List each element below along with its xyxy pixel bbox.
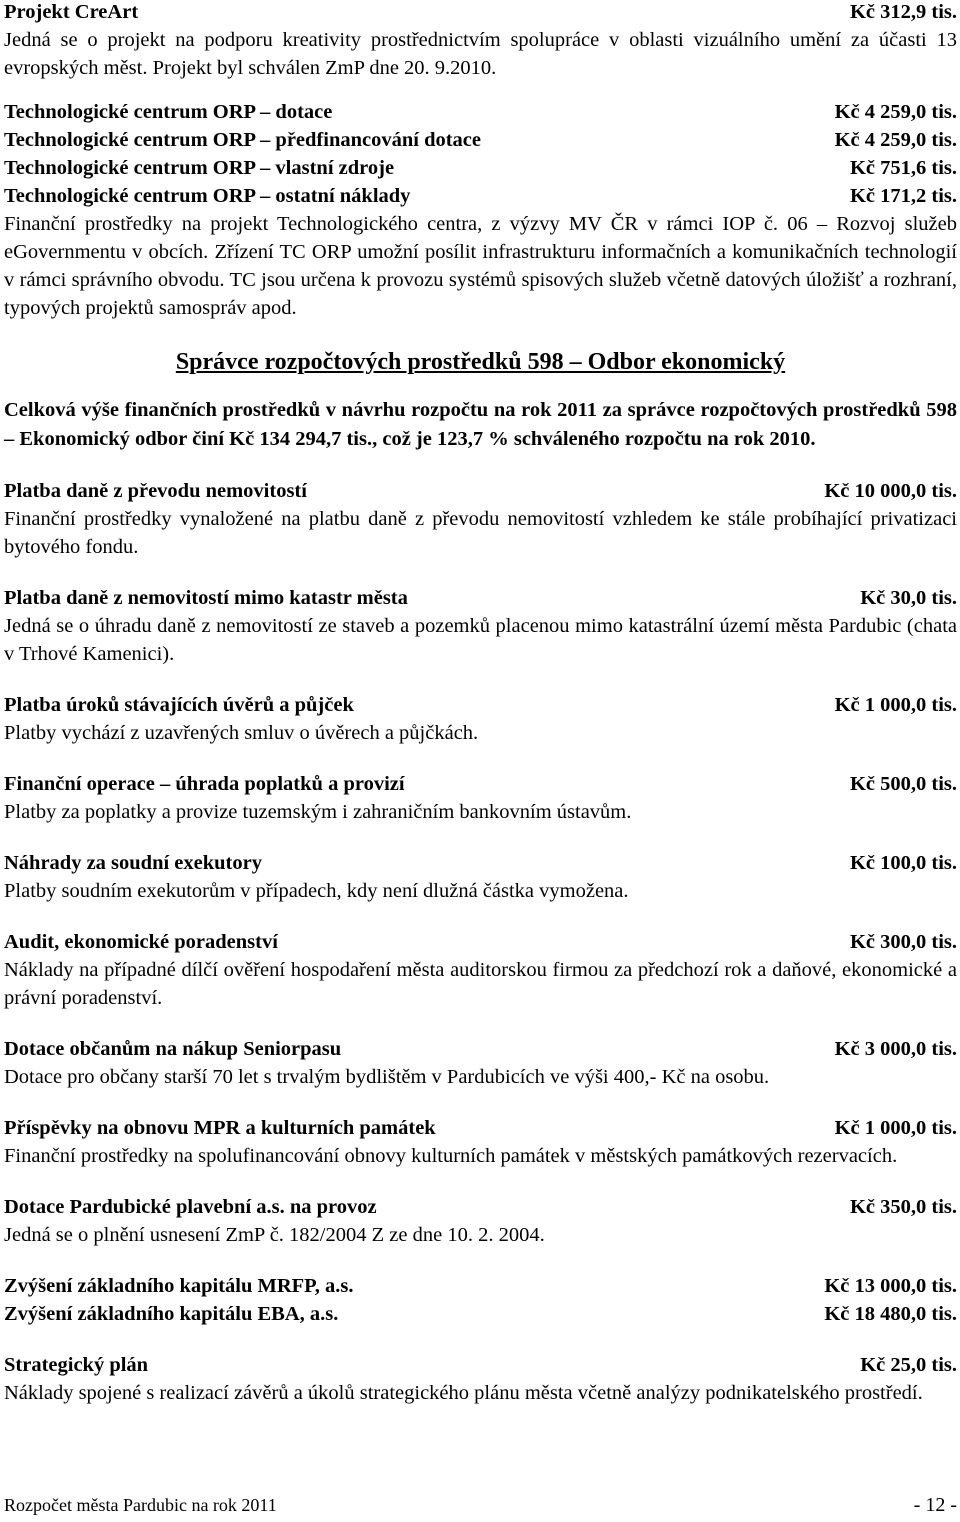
item-title: Projekt CreArt <box>4 1 139 23</box>
budget-item-text: Platby soudním exekutorům v případech, kdy není dlužná částka vymožena. <box>4 880 629 902</box>
capital-row-label: Zvýšení základního kapitálu MRFP, a.s. <box>4 1275 354 1297</box>
item-amount: Kč 312,9 tis. <box>849 1 957 23</box>
tc-row-label: Technologické centrum ORP – dotace <box>4 101 333 123</box>
budget-item-amount: Kč 1 000,0 tis. <box>834 1117 957 1139</box>
budget-item-header <box>4 1351 957 1379</box>
budget-item-strategic <box>4 1351 957 1407</box>
budget-item <box>4 584 957 668</box>
footer-title: Rozpočet města Pardubic na rok 2011 <box>4 1495 277 1515</box>
budget-item-header <box>4 1035 957 1063</box>
budget-item-amount: Kč 25,0 tis. <box>860 1354 957 1376</box>
budget-item-header <box>4 928 957 956</box>
budget-item-header <box>4 1193 957 1221</box>
budget-item-label: Dotace Pardubické plavební a.s. na provoz <box>4 1196 377 1218</box>
budget-item-amount: Kč 300,0 tis. <box>849 931 957 953</box>
tc-row-label: Technologické centrum ORP – vlastní zdroje <box>4 157 395 179</box>
budget-item-text: Náklady spojené s realizací závěrů a úkolů strategického plánu města včetně analýzy podnikatelského prostředí. <box>4 1382 923 1404</box>
budget-item-text: Platby za poplatky a provize tuzemským i zahraničním bankovním ústavům. <box>4 801 632 823</box>
budget-item-amount: Kč 1 000,0 tis. <box>834 694 957 716</box>
tc-description: Finanční prostředky na projekt Technologického centra, z výzvy MV ČR v rámci IOP č. 06 – Rozvoj služeb eGovernmentu v obcích. Zřízení TC ORP umožní posílit infrastrukturu informačních a komunikačních technologií v rámci správního obvodu. TC jsou určena k provozu systémů spisových služeb včetně datových úložišť a rozhraní, typových projektů samospráv apod. <box>4 213 957 319</box>
budget-item-header <box>4 770 957 798</box>
section-heading: Správce rozpočtových prostředků 598 – Odbor ekonomický <box>175 349 786 375</box>
budget-item <box>4 849 957 905</box>
item-creart <box>4 0 957 26</box>
tc-section <box>4 98 957 322</box>
budget-item-label: Platba daně z převodu nemovitostí <box>4 480 307 502</box>
budget-item-text: Jedná se o úhradu daně z nemovitostí ze staveb a pozemků placenou mimo katastrální území města Pardubic (chata v Trhové Kamenici). <box>4 615 957 665</box>
tc-row-label: Technologické centrum ORP – ostatní náklady <box>4 185 411 207</box>
budget-item-text: Náklady na případné dílčí ověření hospodaření města auditorskou firmou za předchozí rok a daňové, ekonomické a právní poradenství. <box>4 959 957 1009</box>
budget-item-label: Audit, ekonomické poradenství <box>4 931 278 953</box>
tc-row <box>4 126 957 154</box>
budget-item-amount: Kč 30,0 tis. <box>860 587 957 609</box>
budget-item <box>4 928 957 1012</box>
tc-row-amount: Kč 751,6 tis. <box>849 157 957 179</box>
tc-row-amount: Kč 4 259,0 tis. <box>834 101 957 123</box>
budget-item-header <box>4 691 957 719</box>
budget-item-text: Platby vychází z uzavřených smluv o úvěrech a půjčkách. <box>4 722 479 744</box>
budget-item-label: Platba daně z nemovitostí mimo katastr města <box>4 587 408 609</box>
budget-item-label: Příspěvky na obnovu MPR a kulturních památek <box>4 1117 436 1139</box>
budget-item-amount: Kč 100,0 tis. <box>849 852 957 874</box>
budget-item-text: Dotace pro občany starší 70 let s trvalým bydlištěm v Pardubicích ve výši 400,- Kč na osobu. <box>4 1066 770 1088</box>
page-footer <box>4 1494 957 1516</box>
budget-item-label: Náhrady za soudní exekutory <box>4 852 262 874</box>
budget-item <box>4 477 957 561</box>
budget-item-amount: Kč 3 000,0 tis. <box>834 1038 957 1060</box>
tc-row-amount: Kč 4 259,0 tis. <box>834 129 957 151</box>
tc-row-amount: Kč 171,2 tis. <box>849 185 957 207</box>
tc-row <box>4 154 957 182</box>
budget-total-mid: , což je 123,7 <box>372 428 484 450</box>
budget-item-header <box>4 849 957 877</box>
budget-item <box>4 1193 957 1249</box>
budget-item <box>4 1114 957 1170</box>
budget-item-label: Dotace občanům na nákup Seniorpasu <box>4 1038 342 1060</box>
item-description: Jedná se o projekt na podporu kreativity prostřednictvím spolupráce v oblasti vizuálního umění za účasti 13 evropských měst. Projekt byl schválen ZmP dne 20. 9.2010. <box>4 29 957 79</box>
document-page <box>4 0 957 1407</box>
budget-item-amount: Kč 500,0 tis. <box>849 773 957 795</box>
budget-item <box>4 691 957 747</box>
capital-row <box>4 1272 957 1300</box>
budget-total <box>4 396 957 454</box>
budget-item <box>4 770 957 826</box>
budget-total-prefix: Celková výše finančních prostředků v návrhu rozpočtu na rok 2011 za správce rozpočtových prostředků 598 – Ekonomický odbor činí Kč 134 294,7 tis. <box>4 399 957 450</box>
budget-item-label: Strategický plán <box>4 1354 149 1376</box>
budget-item-text: Jedná se o plnění usnesení ZmP č. 182/2004 Z ze dne 10. 2. 2004. <box>4 1224 545 1246</box>
capital-section <box>4 1272 957 1328</box>
budget-item <box>4 1035 957 1091</box>
budget-item-text: Finanční prostředky na spolufinancování obnovy kulturních památek v městských památkových rezervacích. <box>4 1145 898 1167</box>
tc-row-label: Technologické centrum ORP – předfinancování dotace <box>4 129 481 151</box>
capital-row-label: Zvýšení základního kapitálu EBA, a.s. <box>4 1303 339 1325</box>
budget-item-amount: Kč 10 000,0 tis. <box>824 480 957 502</box>
budget-total-suffix: % schváleného rozpočtu na rok 2010. <box>483 428 816 450</box>
budget-item-header <box>4 584 957 612</box>
budget-item-header <box>4 1114 957 1142</box>
page-number: - 12 - <box>913 1494 957 1516</box>
budget-item-label: Finanční operace – úhrada poplatků a provizí <box>4 773 405 795</box>
capital-row <box>4 1300 957 1328</box>
capital-row-amount: Kč 18 480,0 tis. <box>824 1303 957 1325</box>
budget-item-amount: Kč 350,0 tis. <box>849 1196 957 1218</box>
capital-row-amount: Kč 13 000,0 tis. <box>824 1275 957 1297</box>
budget-item-text: Finanční prostředky vynaložené na platbu daně z převodu nemovitostí vzhledem ke stále probíhající privatizaci bytového fondu. <box>4 508 957 558</box>
tc-row <box>4 98 957 126</box>
budget-item-label: Platba úroků stávajících úvěrů a půjček <box>4 694 354 716</box>
tc-row <box>4 182 957 210</box>
budget-item-header <box>4 477 957 505</box>
